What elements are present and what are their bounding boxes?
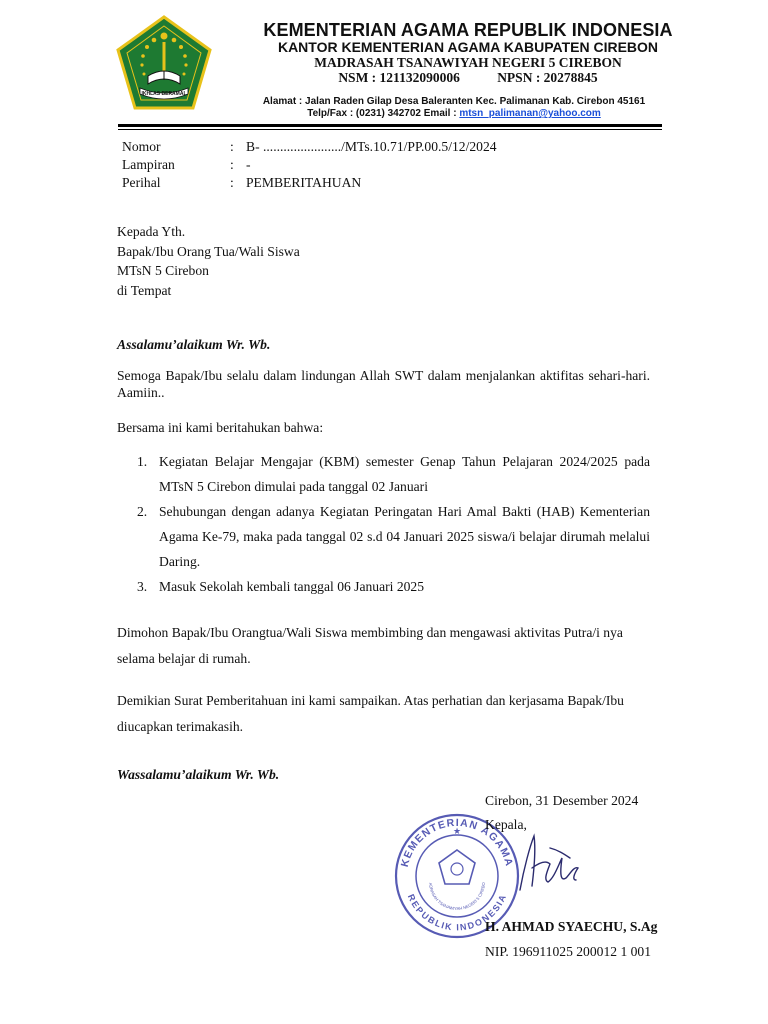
meta-row-nomor xyxy=(122,138,642,156)
signature-place-date: Cirebon, 31 Desember 2024 xyxy=(485,793,639,808)
letterhead xyxy=(218,20,718,86)
logo-motto: IKHLAS BERAMAL xyxy=(141,91,187,97)
meta-label: Nomor xyxy=(122,139,161,154)
meta-label: Perihal xyxy=(122,175,161,190)
npsn: NPSN : 20278845 xyxy=(497,70,598,85)
letter-meta xyxy=(122,138,642,192)
contact-line xyxy=(226,108,682,120)
opening-greeting: Assalamu’alaikum Wr. Wb. xyxy=(117,337,271,352)
paragraph-intro: Bersama ini kami beritahukan bahwa: xyxy=(117,420,324,435)
recipient-block xyxy=(117,222,650,300)
meta-value: B- ......................./MTs.10.71/PP.00.5/12/2024 xyxy=(246,139,497,154)
stamp-bottom-text: REPUBLIK INDONESIA xyxy=(405,892,509,933)
recipient-line: Kepada Yth. xyxy=(117,224,186,239)
closing-greeting: Wassalamu’alaikum Wr. Wb. xyxy=(117,767,280,782)
stamp-top-text: KEMENTERIAN AGAMA xyxy=(398,816,516,869)
list-item xyxy=(137,499,650,574)
signatory-nip: NIP. 196911025 200012 1 001 xyxy=(485,944,652,959)
list-number: 2. xyxy=(137,504,148,519)
address: Alamat : Jalan Raden Gilap Desa Baleranten Kec. Palimanan Kab. Cirebon 45161 xyxy=(262,96,646,107)
school-ids xyxy=(218,70,718,86)
svg-text:★: ★ xyxy=(452,826,462,836)
paragraph-prayer: Semoga Bapak/Ibu selalu dalam lindungan Allah SWT dalam menjalankan aktifitas sehari-hari. Aamiin.. xyxy=(117,368,650,400)
recipient-line: di Tempat xyxy=(117,282,172,298)
header-rule-thick xyxy=(118,124,662,127)
kemenag-logo-icon xyxy=(114,14,214,112)
ministry-name: KEMENTERIAN AGAMA REPUBLIK INDONESIA xyxy=(263,20,673,40)
school-name: MADRASAH TSANAWIYAH NEGERI 5 CIREBON xyxy=(314,55,622,70)
paragraph-closing: Demikian Surat Pemberitahuan ini kami sampaikan. Atas perhatian dan kerjasama Bapak/Ibu diucapkan terimakasih. xyxy=(117,693,624,734)
list-number: 1. xyxy=(137,454,148,469)
meta-value: - xyxy=(246,157,251,172)
meta-colon: : xyxy=(230,139,234,154)
letterhead-address xyxy=(226,96,682,120)
header-rule-thin xyxy=(118,129,662,130)
office-name: KANTOR KEMENTERIAN AGAMA KABUPATEN CIREBON xyxy=(277,39,659,55)
list-text: Kegiatan Belajar Mengajar (KBM) semester Genap Tahun Pelajaran 2024/2025 pada MTsN 5 Cirebon dimulai pada tanggal 02 Januari xyxy=(159,454,650,494)
paragraph-request: Dimohon Bapak/Ibu Orangtua/Wali Siswa membimbing dan mengawasi aktivitas Putra/i nya selama belajar di rumah. xyxy=(117,625,623,666)
stamp-inner-text: ADRASAH TSANAWIYAH NEGERI 5 CIREBO xyxy=(427,882,487,912)
meta-row-perihal xyxy=(122,174,642,192)
meta-label: Lampiran xyxy=(122,157,175,172)
recipient-line: Bapak/Ibu Orang Tua/Wali Siswa xyxy=(117,243,300,259)
nsm: NSM : 121132090006 xyxy=(338,70,460,85)
email-link[interactable]: mtsn_palimanan@yahoo.com xyxy=(459,108,601,119)
meta-value: PEMBERITAHUAN xyxy=(246,175,362,190)
list-text: Masuk Sekolah kembali tanggal 06 Januari 2025 xyxy=(159,579,425,594)
list-item xyxy=(137,449,650,499)
recipient-line: MTsN 5 Cirebon xyxy=(117,263,209,278)
list-text: Sehubungan dengan adanya Kegiatan Peringatan Hari Amal Bakti (HAB) Kementerian Agama Ke-79, maka pada tanggal 02 s.d 04 Januari 2025 siswa/i belajar dirumah melalui Daring. xyxy=(159,504,650,569)
list-number: 3. xyxy=(137,579,148,594)
handwritten-signature-icon xyxy=(510,828,590,900)
list-item xyxy=(137,574,650,599)
signature-title: Kepala, xyxy=(485,817,527,832)
meta-colon: : xyxy=(230,157,234,172)
contact-prefix: Telp/Fax : (0231) 342702 Email : xyxy=(307,108,460,119)
meta-row-lampiran xyxy=(122,156,642,174)
meta-colon: : xyxy=(230,175,234,190)
signatory-name: H. AHMAD SYAECHU, S.Ag xyxy=(485,919,658,934)
